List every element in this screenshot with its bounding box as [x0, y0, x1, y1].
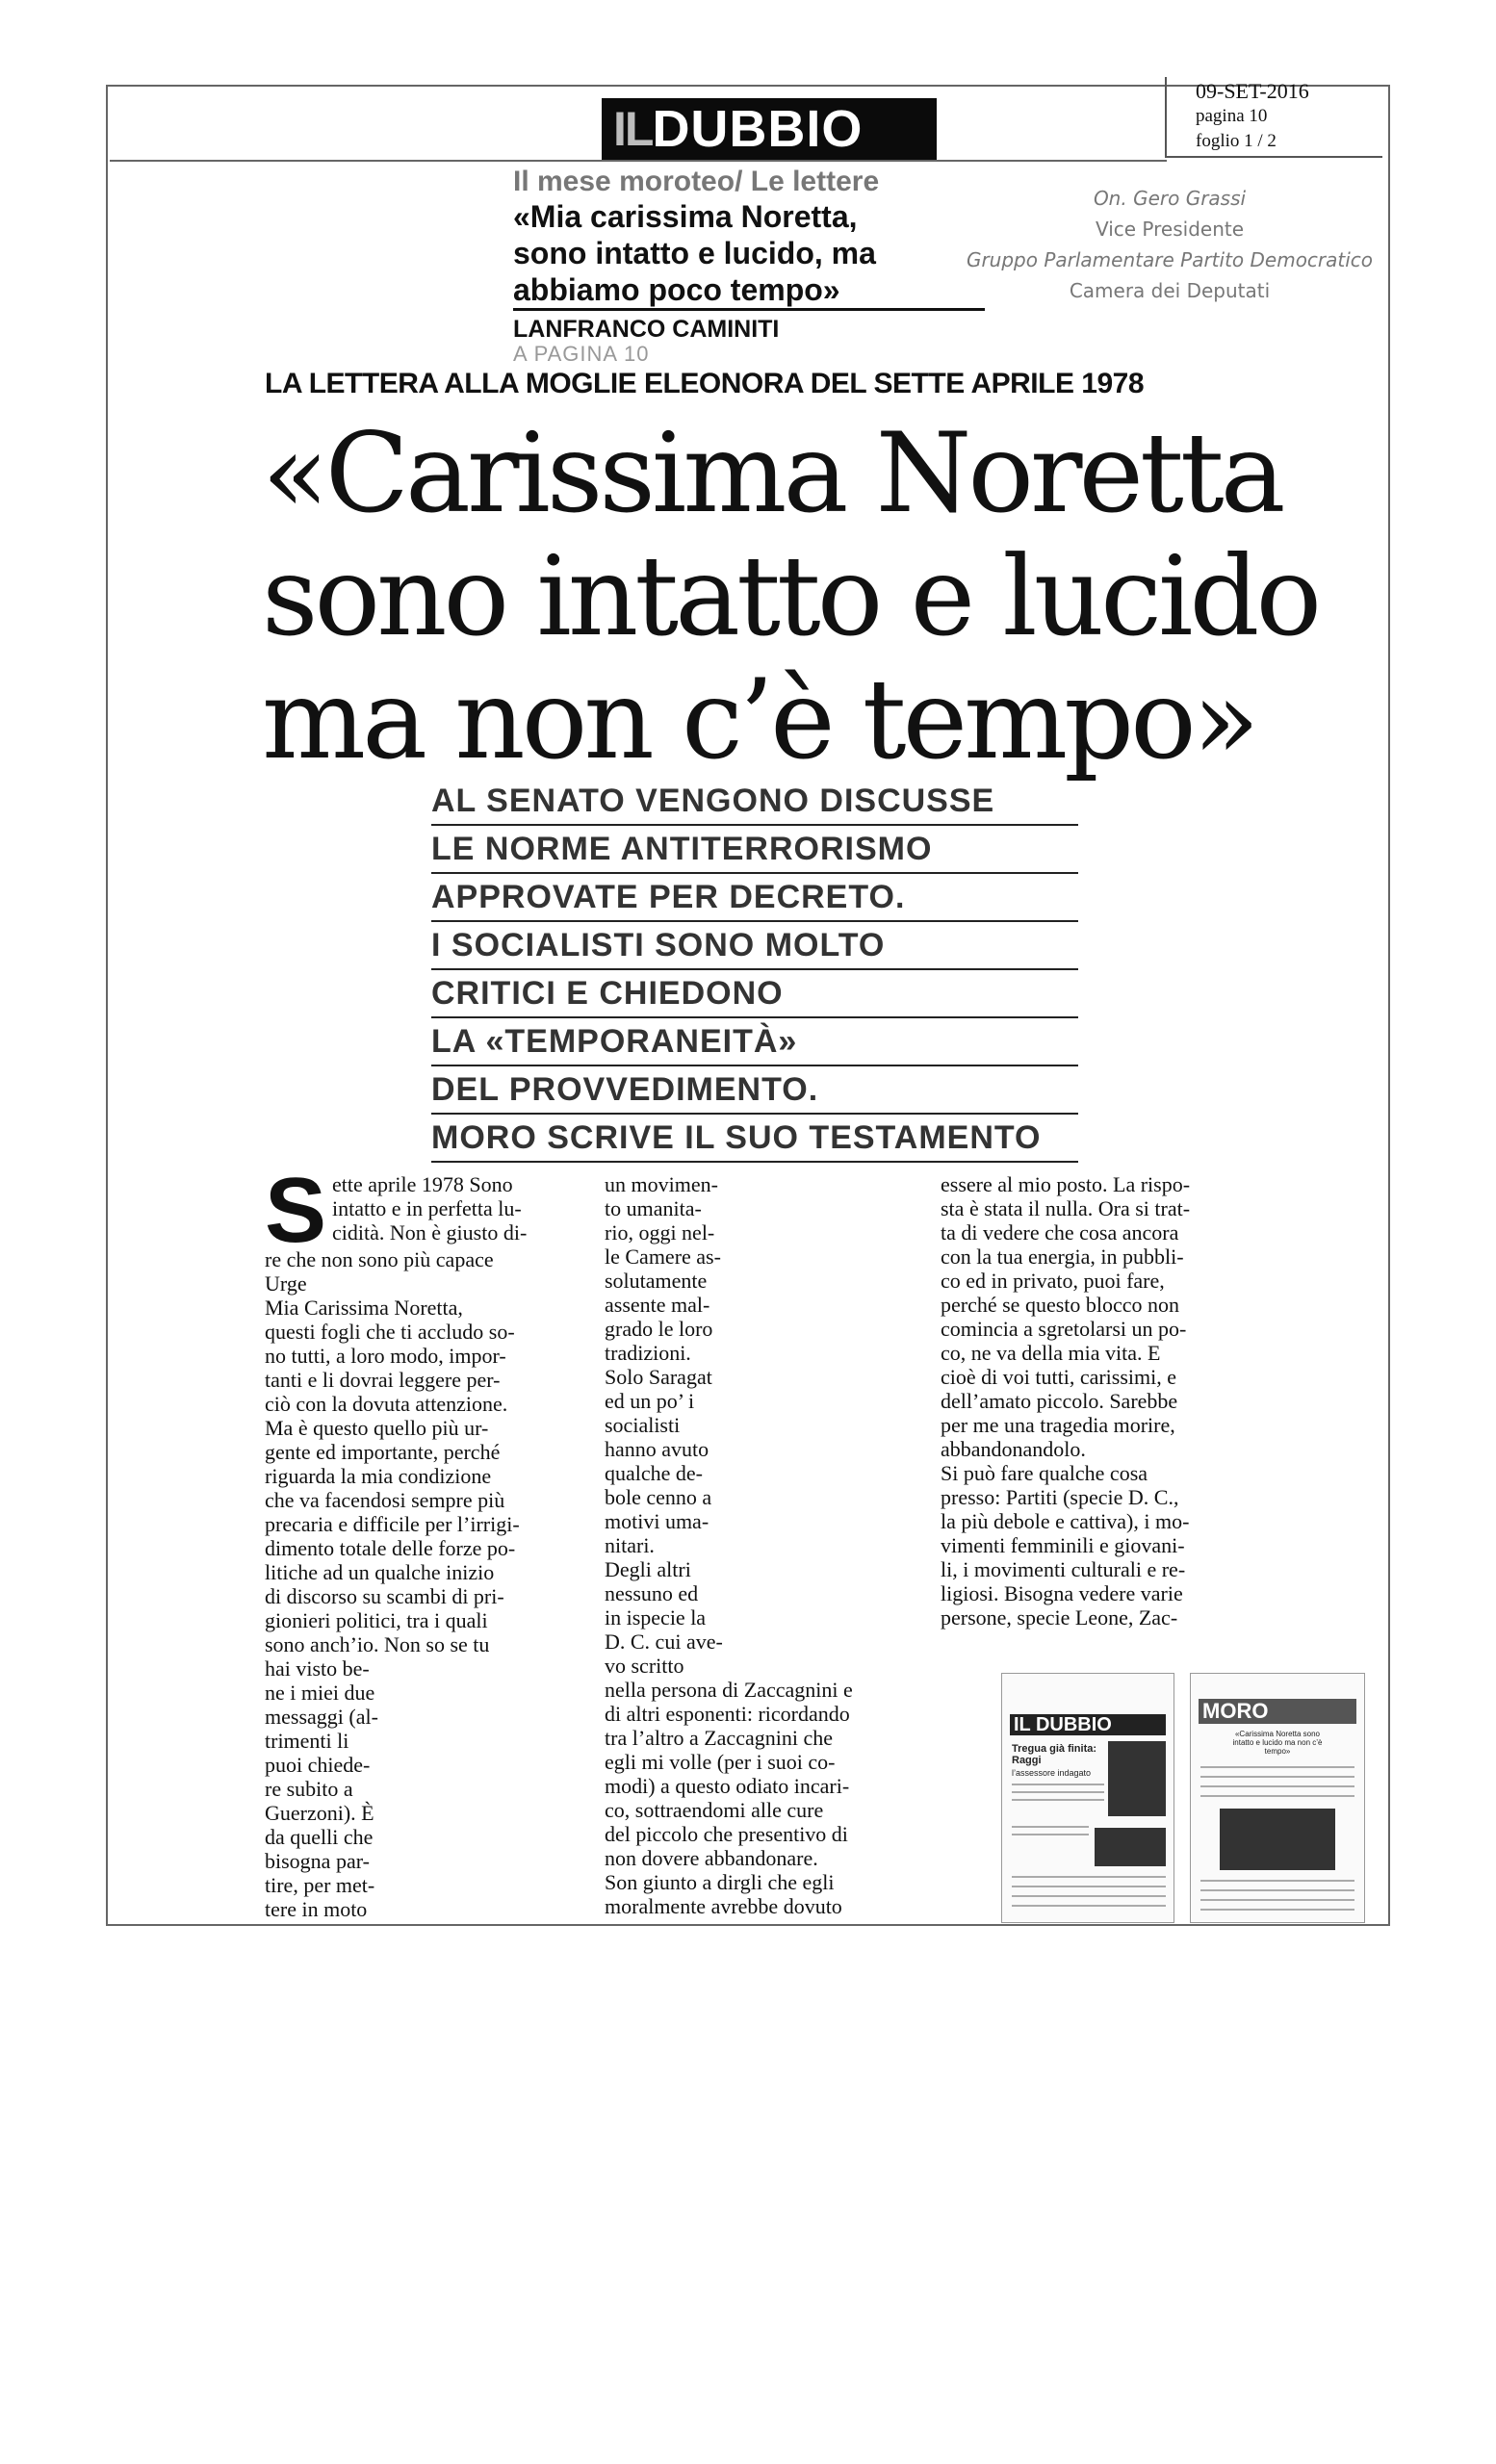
teaser-page-ref: A PAGINA 10	[513, 342, 650, 366]
body-text-line: qualche de-	[605, 1461, 703, 1485]
body-text-line: comincia a sgretolarsi un po-	[941, 1317, 1187, 1341]
thumb-headline: «Carissima Noretta sono intatto e lucido ma non c’è tempo»	[1232, 1730, 1323, 1756]
thumb-text-line	[1200, 1766, 1354, 1768]
body-text-line: di discorso su scambi di pri-	[265, 1584, 504, 1608]
body-text-line: Solo Saragat	[605, 1365, 712, 1389]
body-text-line: puoi chiede-	[265, 1753, 371, 1777]
deck-line: I SOCIALISTI SONO MOLTO	[431, 922, 1078, 970]
body-text-line: co, ne va della mia vita. E	[941, 1341, 1161, 1365]
thumbnail-front-page	[1001, 1673, 1174, 1923]
dropcap: S	[265, 1159, 327, 1262]
signature-group: Gruppo Parlamentare Partito Democratico	[966, 248, 1374, 271]
thumb-text-line	[1200, 1899, 1354, 1901]
body-text-line: co, sottraendomi alle cure	[605, 1798, 824, 1822]
body-text-line: li, i movimenti culturali e re-	[941, 1557, 1186, 1581]
body-column-3	[941, 1172, 1287, 1630]
body-text-line: messaggi (al-	[265, 1705, 378, 1729]
deck-line: LE NORME ANTITERRORISMO	[431, 826, 1078, 874]
body-text-line: ta di vedere che cosa ancora	[941, 1220, 1179, 1245]
body-text-line: nitari.	[605, 1533, 655, 1557]
thumb-text-line	[1012, 1905, 1166, 1907]
body-text-line: gionieri politici, tra i quali	[265, 1608, 488, 1632]
body-text-line: dimento totale delle forze po-	[265, 1536, 516, 1560]
front-page-teaser	[513, 166, 975, 308]
deck-line: LA «TEMPORANEITÀ»	[431, 1018, 1078, 1066]
signature-block	[958, 183, 1381, 306]
press-stamp	[1165, 77, 1382, 158]
body-text-line: con la tua energia, in pubbli-	[941, 1245, 1184, 1269]
body-text-line: gente ed importante, perché	[265, 1440, 501, 1464]
body-text-line: Mia Carissima Noretta,	[265, 1296, 463, 1320]
body-text-line: ed un po’ i	[605, 1389, 695, 1413]
body-text-line: vo scritto	[605, 1654, 684, 1678]
deck-line: MORO SCRIVE IL SUO TESTAMENTO	[431, 1115, 1078, 1163]
body-text-line: hanno avuto	[605, 1437, 709, 1461]
headline-line: sono intatto e lucido	[262, 532, 1319, 660]
body-text-line: del piccolo che presentivo di	[605, 1822, 848, 1846]
body-text-line: litiche ad un qualche inizio	[265, 1560, 495, 1584]
thumb-text-line	[1200, 1776, 1354, 1778]
thumb-text-line	[1012, 1826, 1089, 1828]
body-text-line: per me una tragedia morire,	[941, 1413, 1175, 1437]
body-text-line: motivi uma-	[605, 1509, 709, 1533]
body-text-line: presso: Partiti (specie D. C.,	[941, 1485, 1179, 1509]
masthead-logo	[602, 98, 937, 160]
article-decks	[431, 778, 1078, 1163]
body-text-line: ne i miei due	[265, 1681, 375, 1705]
body-text-line: co ed in privato, puoi fare,	[941, 1269, 1165, 1293]
article-supertitle: LA LETTERA ALLA MOGLIE ELEONORA DEL SETTE APRILE 1978	[265, 368, 1145, 399]
teaser-kicker: Il mese moroteo/ Le lettere	[513, 166, 880, 197]
body-text-line: perché se questo blocco non	[941, 1293, 1180, 1317]
body-text-line: rio, oggi nel-	[605, 1220, 715, 1245]
body-text-line: ligiosi. Bisogna vedere varie	[941, 1581, 1183, 1605]
body-text-line: vimenti femminili e giovani-	[941, 1533, 1185, 1557]
body-text-line: grado le loro	[605, 1317, 713, 1341]
header-rule	[110, 160, 1167, 162]
thumb-subhead: l’assessore indagato	[1012, 1768, 1092, 1778]
headline-line: «Carissima Noretta	[262, 409, 1282, 537]
body-text-line: tere in moto	[265, 1897, 368, 1921]
body-text-line: trimenti li	[265, 1729, 349, 1753]
body-text-line: modi) a questo odiato incari-	[605, 1774, 850, 1798]
thumb-text-line	[1012, 1834, 1089, 1835]
deck-line: CRITICI E CHIEDONO	[431, 970, 1078, 1018]
body-text-line: precaria e difficile per l’irrigi-	[265, 1512, 520, 1536]
thumb-text-line	[1012, 1791, 1104, 1793]
body-text-line: tire, per met-	[265, 1873, 375, 1897]
headline-line: ma non c’è tempo»	[262, 655, 1256, 783]
body-text-line: re subito a	[265, 1777, 353, 1801]
body-text-line: re che non sono più capace	[265, 1247, 494, 1271]
body-text-line: Urge	[265, 1271, 307, 1296]
body-text-line: abbandonandolo.	[941, 1437, 1086, 1461]
body-text-line: intatto e in perfetta lu-	[332, 1196, 522, 1220]
teaser-author: LANFRANCO CAMINITI	[513, 316, 780, 343]
thumb-text-line	[1012, 1876, 1166, 1878]
deck-line: DEL PROVVEDIMENTO.	[431, 1066, 1078, 1115]
body-text-line: bisogna par-	[265, 1849, 370, 1873]
body-text-line: tra l’altro a Zaccagnini che	[605, 1726, 833, 1750]
body-text-line: da quelli che	[265, 1825, 374, 1849]
body-text-line: non dovere abbandonare.	[605, 1846, 818, 1870]
body-text-line: le Camere as-	[605, 1245, 721, 1269]
body-text-line: moralmente avrebbe dovuto	[605, 1894, 842, 1918]
body-text-line: solutamente	[605, 1269, 708, 1293]
body-text-line: di altri esponenti: ricordando	[605, 1702, 850, 1726]
body-text-line: sono anch’io. Non so se tu	[265, 1632, 490, 1656]
body-text-line: assente mal-	[605, 1293, 710, 1317]
body-text-line: che va facendosi sempre più	[265, 1488, 505, 1512]
body-text-line: D. C. cui ave-	[605, 1630, 723, 1654]
thumb-photo	[1108, 1741, 1166, 1816]
thumb-headline: Tregua già finita: Raggi	[1012, 1743, 1097, 1766]
body-text-line: no tutti, a loro modo, impor-	[265, 1344, 506, 1368]
thumb-photo	[1220, 1809, 1335, 1870]
body-text-line: la più debole e cattiva), i mo-	[941, 1509, 1190, 1533]
body-text-line: persone, specie Leone, Zac-	[941, 1605, 1178, 1630]
thumb-text-line	[1200, 1889, 1354, 1891]
thumb-box	[1095, 1828, 1166, 1866]
thumb-text-line	[1200, 1785, 1354, 1787]
body-text-line: egli mi volle (per i suoi co-	[605, 1750, 836, 1774]
body-text-line: to umanita-	[605, 1196, 702, 1220]
thumb-text-line	[1200, 1880, 1354, 1882]
body-text-line: hai visto be-	[265, 1656, 370, 1681]
stamp-sheet: foglio 1 / 2	[1196, 131, 1277, 151]
body-text-line: Degli altri	[605, 1557, 691, 1581]
masthead-dubbio: DUBBIO	[652, 100, 864, 158]
thumbnail-strip	[1001, 1673, 1365, 1923]
stamp-date: 09-SET-2016	[1196, 79, 1309, 103]
thumb-text-line	[1200, 1795, 1354, 1797]
teaser-title-line: abbiamo poco tempo»	[513, 272, 840, 307]
article-headline	[262, 409, 1319, 783]
masthead-il: IL	[613, 102, 653, 156]
body-text-line: riguarda la mia condizione	[265, 1464, 492, 1488]
body-text-line: cidità. Non è giusto di-	[332, 1220, 528, 1245]
body-text-line: essere al mio posto. La rispo-	[941, 1172, 1191, 1196]
body-text-line: ette aprile 1978 Sono	[332, 1172, 513, 1196]
body-text-line: Son giunto a dirgli che egli	[605, 1870, 835, 1894]
thumb-text-line	[1012, 1895, 1166, 1897]
signature-role: Vice Presidente	[1095, 218, 1245, 241]
body-text-line: questi fogli che ti accludo so-	[265, 1320, 515, 1344]
body-text-line: socialisti	[605, 1413, 681, 1437]
body-text-line: sta è stata il nulla. Ora si trat-	[941, 1196, 1191, 1220]
body-text-line: nessuno ed	[605, 1581, 699, 1605]
thumbnail-inner-page	[1190, 1673, 1365, 1923]
body-text-line: in ispecie la	[605, 1605, 707, 1630]
teaser-title-line: sono intatto e lucido, ma	[513, 236, 876, 270]
body-text-line: bole cenno a	[605, 1485, 712, 1509]
thumb-text-line	[1012, 1799, 1104, 1801]
thumb-masthead: IL DUBBIO	[1010, 1714, 1166, 1735]
body-text-line: tanti e li dovrai leggere per-	[265, 1368, 501, 1392]
body-text-line: Guerzoni). È	[265, 1801, 374, 1825]
thumb-masthead: MORO	[1199, 1699, 1356, 1724]
thumb-text-line	[1012, 1886, 1166, 1887]
deck-line: APPROVATE PER DECRETO.	[431, 874, 1078, 922]
body-text-line: tradizioni.	[605, 1341, 691, 1365]
teaser-rule	[513, 308, 985, 311]
thumb-text-line	[1200, 1909, 1354, 1911]
body-text-line: nella persona di Zaccagnini e	[605, 1678, 853, 1702]
teaser-title-line: «Mia carissima Noretta,	[513, 199, 858, 234]
signature-chamber: Camera dei Deputati	[1069, 279, 1271, 302]
body-text-line: dell’amato piccolo. Sarebbe	[941, 1389, 1178, 1413]
body-text-line: cioè di voi tutti, carissimi, e	[941, 1365, 1177, 1389]
body-text-line: Ma è questo quello più ur-	[265, 1416, 489, 1440]
deck-line: AL SENATO VENGONO DISCUSSE	[431, 778, 1078, 826]
body-column-1	[265, 1159, 571, 1921]
thumb-text-line	[1012, 1784, 1104, 1785]
body-column-2	[605, 1172, 961, 1918]
body-text-line: Si può fare qualche cosa	[941, 1461, 1148, 1485]
body-text-line: un movimen-	[605, 1172, 718, 1196]
body-text-line: ciò con la dovuta attenzione.	[265, 1392, 508, 1416]
stamp-page: pagina 10	[1196, 106, 1268, 126]
signature-name: On. Gero Grassi	[1093, 187, 1247, 210]
